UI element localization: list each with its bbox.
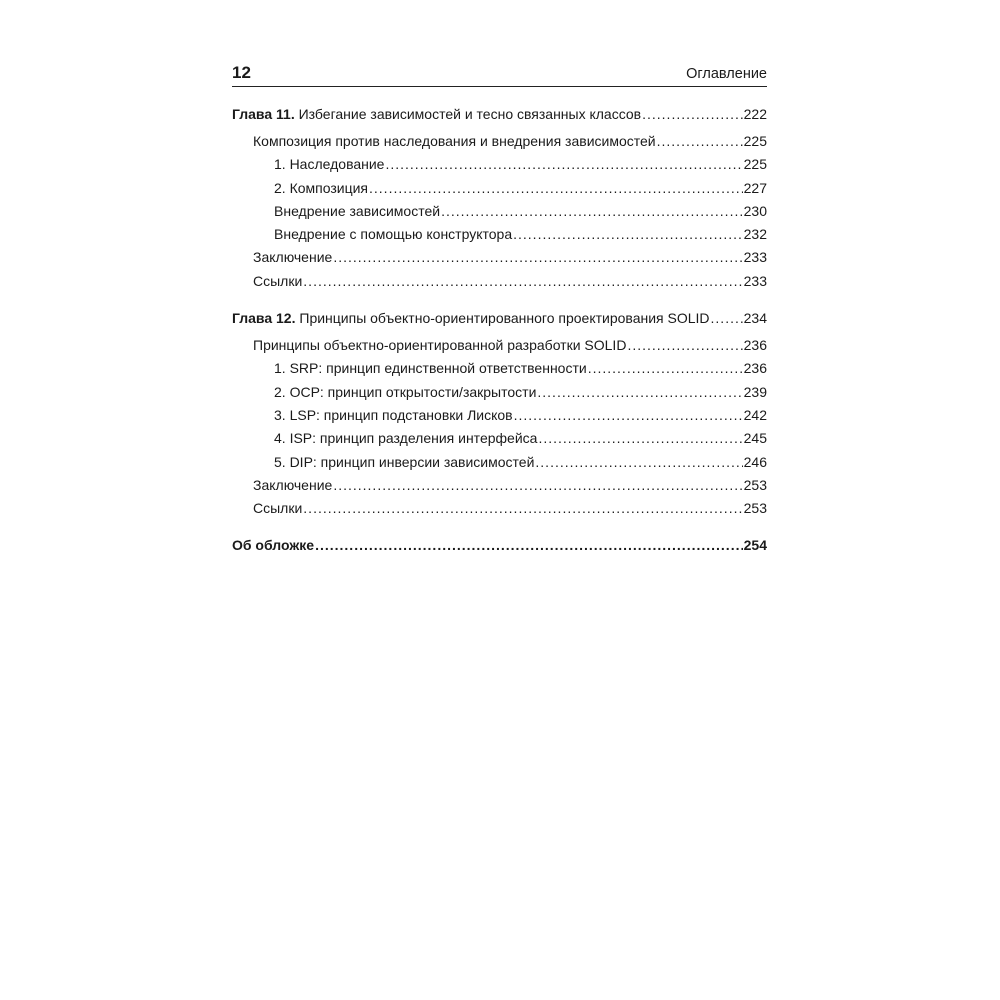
toc-entry-page: 242 xyxy=(743,406,767,423)
toc-entry-page: 233 xyxy=(743,249,767,266)
cover-label: Об обложке xyxy=(232,537,315,554)
toc-entry xyxy=(232,130,767,153)
toc-entry xyxy=(232,270,767,293)
toc-entry-label: Композиция против наследования и внедрения зависимостей xyxy=(253,133,656,149)
toc-entry-page: 245 xyxy=(743,430,767,447)
book-page xyxy=(232,60,767,561)
leader-dots xyxy=(315,534,743,557)
toc-entry-label: 1. Наследование xyxy=(274,156,385,173)
leader-dots xyxy=(303,270,742,293)
toc-entry xyxy=(232,474,767,497)
cover-entry xyxy=(232,534,767,561)
chapter-12-entry xyxy=(232,307,767,334)
toc-entry-page: 232 xyxy=(743,226,767,243)
toc-entry xyxy=(232,200,767,223)
toc-entry-page: 253 xyxy=(743,500,767,517)
toc-entry-page: 236 xyxy=(743,360,767,377)
chapter-11-block xyxy=(232,103,767,293)
leader-dots xyxy=(657,130,743,153)
toc-entry xyxy=(232,497,767,520)
toc-entry-label: 1. SRP: принцип единственной ответственности xyxy=(274,360,587,377)
leader-dots xyxy=(711,307,743,330)
toc-entry xyxy=(232,177,767,200)
toc-entry xyxy=(232,246,767,269)
leader-dots xyxy=(538,427,742,450)
toc-entry-page: 253 xyxy=(743,476,767,493)
toc-entry xyxy=(232,381,767,404)
chapter-11-entry xyxy=(232,103,767,130)
toc-entry-label: Ссылки xyxy=(253,272,303,289)
toc-entry-label: Внедрение зависимостей xyxy=(274,202,441,219)
leader-dots xyxy=(537,381,742,404)
chapter-12-block xyxy=(232,307,767,520)
leader-dots xyxy=(441,200,743,223)
leader-dots xyxy=(333,474,742,497)
toc-entry-page: 233 xyxy=(743,272,767,289)
running-head: Оглавление xyxy=(686,66,767,82)
toc-entry-page: 227 xyxy=(743,179,767,196)
toc-entry-label: 5. DIP: принцип инверсии зависимостей xyxy=(274,453,535,470)
toc-entry xyxy=(232,404,767,427)
toc-entry xyxy=(232,153,767,176)
table-of-contents xyxy=(232,103,767,561)
leader-dots xyxy=(535,451,742,474)
toc-entry-label: 2. Композиция xyxy=(274,179,369,196)
leader-dots xyxy=(385,153,742,176)
toc-entry-label: Ссылки xyxy=(253,500,303,517)
toc-entry-label: Заключение xyxy=(253,476,333,493)
chapter-11-page: 222 xyxy=(743,106,767,122)
toc-entry-page: 236 xyxy=(743,337,767,354)
chapter-12-prefix: Глава 12. xyxy=(232,310,296,327)
toc-entry-label: Принципы объектно-ориентированной разработки SOLID xyxy=(253,337,627,354)
toc-entry xyxy=(232,427,767,450)
toc-entry-page: 225 xyxy=(743,156,767,173)
cover-page: 254 xyxy=(743,537,767,554)
leader-dots xyxy=(333,246,742,269)
leader-dots xyxy=(303,497,742,520)
toc-entry-page: 239 xyxy=(743,383,767,400)
chapter-12-title: Принципы объектно-ориентированного проектирования SOLID xyxy=(299,310,710,327)
toc-entry-label: 2. OCP: принцип открытости/закрытости xyxy=(274,383,537,400)
toc-entry-page: 230 xyxy=(743,202,767,219)
page-number: 12 xyxy=(232,63,251,82)
toc-entry xyxy=(232,334,767,357)
toc-entry-label: Заключение xyxy=(253,249,333,266)
toc-entry-label: 3. LSP: принцип подстановки Лисков xyxy=(274,406,513,423)
page-header xyxy=(232,60,767,87)
toc-entry xyxy=(232,223,767,246)
chapter-12-page: 234 xyxy=(743,310,767,327)
chapter-11-title: Избегание зависимостей и тесно связанных классов xyxy=(298,106,642,122)
toc-entry xyxy=(232,451,767,474)
leader-dots xyxy=(369,177,743,200)
leader-dots xyxy=(513,223,743,246)
toc-entry xyxy=(232,357,767,380)
toc-entry-page: 246 xyxy=(743,453,767,470)
leader-dots xyxy=(588,357,743,380)
toc-entry-label: Внедрение с помощью конструктора xyxy=(274,226,513,243)
leader-dots xyxy=(627,334,742,357)
leader-dots xyxy=(514,404,743,427)
toc-entry-label: 4. ISP: принцип разделения интерфейса xyxy=(274,430,538,447)
toc-entry-page: 225 xyxy=(743,133,767,149)
leader-dots xyxy=(642,103,743,126)
chapter-11-prefix: Глава 11. xyxy=(232,106,295,122)
